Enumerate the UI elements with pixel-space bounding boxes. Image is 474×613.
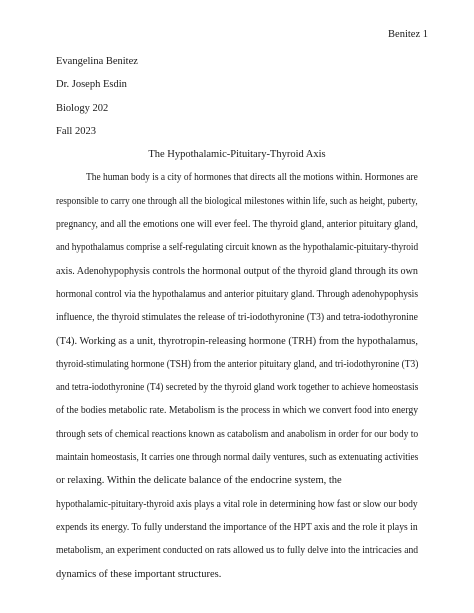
paragraph-line: hypothalamic-pituitary-thyroid axis plays a vital role in determining how fast or slow our body: [56, 498, 418, 510]
paragraph-line: pregnancy, and all the emotions one will ever feel. The thyroid gland, anterior pituitary gland,: [56, 219, 418, 231]
document-body: [56, 50, 418, 586]
paragraph-line: metabolism, an experiment conducted on rats allowed us to fully delve into the intricacies and: [56, 545, 419, 557]
paragraph-line: of the bodies metabolic rate. Metabolism is the process in which we convert food into energy: [56, 405, 419, 417]
paragraph-line: and hypothalamus comprise a self-regulating circuit known as the hypothalamic-pituitary-thyroid: [56, 242, 419, 254]
paragraph-line: or relaxing. Within the delicate balance of the endocrine system, the: [56, 475, 342, 487]
course-name: Biology 202: [56, 102, 109, 114]
paragraph-line: expends its energy. To fully understand the importance of the HPT axis and the role it plays in: [56, 521, 418, 533]
paragraph-line: dynamics of these important structures.: [56, 568, 222, 580]
paragraph-line: thyroid-stimulating hormone (TSH) from the anterior pituitary gland, and tri-iodothyronine (T3): [56, 358, 419, 370]
body-paragraph: [56, 166, 418, 585]
term-date: Fall 2023: [56, 125, 96, 137]
paragraph-line: The human body is a city of hormones that directs all the motions within. Hormones are: [86, 172, 418, 184]
paragraph-line: influence, the thyroid stimulates the release of tri-iodothyronine (T3) and tetra-iodothyronine: [56, 312, 419, 324]
paragraph-line: axis. Adenohypophysis controls the hormonal output of the thyroid gland through its own: [56, 265, 418, 277]
paragraph-line: (T4). Working as a unit, thyrotropin-releasing hormone (TRH) from the hypothalamus,: [56, 335, 418, 347]
running-head: Benitez 1: [388, 29, 428, 40]
paragraph-line: and tetra-iodothyronine (T4) secreted by the thyroid gland work together to achieve homeostasis: [56, 382, 419, 394]
paragraph-line: hormonal control via the hypothalamus and anterior pituitary gland. Through adenohypophysis: [56, 288, 419, 300]
paragraph-line: maintain homeostasis, It carries one through normal daily ventures, such as extenuating activities: [56, 452, 419, 464]
student-name: Evangelina Benitez: [56, 56, 138, 67]
paragraph-line: responsible to carry one through all the biological milestones within life, such as height, puberty,: [56, 195, 418, 207]
paper-title: The Hypothalamic-Pituitary-Thyroid Axis: [148, 149, 326, 161]
instructor-name: Dr. Joseph Esdin: [56, 79, 127, 91]
paragraph-line: through sets of chemical reactions known as catabolism and anabolism in order for our body to: [56, 428, 419, 440]
